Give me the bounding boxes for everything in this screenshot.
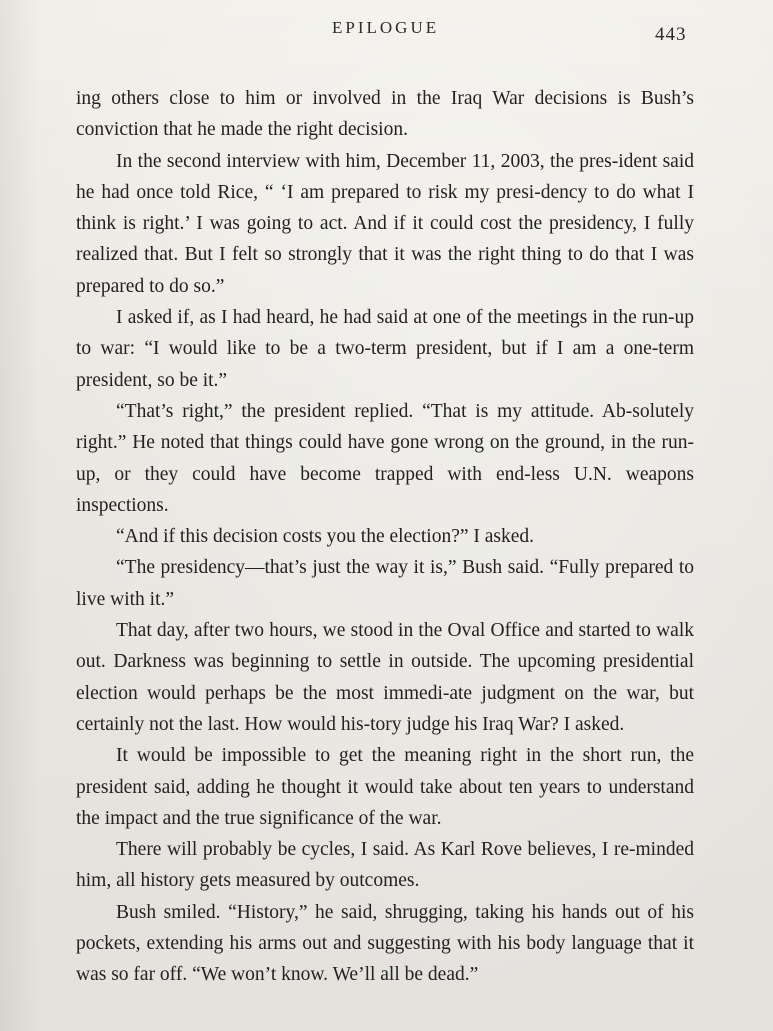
paragraph: Bush smiled. “History,” he said, shrugging, taking his hands out of his pockets, extending his arms out and suggesting with his body language that it was so far off. “We won’t know. We’ll all be dead.” [76, 901, 694, 986]
paragraph: It would be impossible to get the meaning right in the short run, the president said, adding he thought it would take about ten years to understand the impact and the true significance of the war. [76, 745, 694, 829]
paragraph: “That’s right,” the president replied. “That is my attitude. Ab-solutely right.” He noted that things could have gone wrong on the ground, in the run-up, or they could have become trapped with end-less U.N. weapons inspections. [76, 400, 694, 516]
page-number: 443 [655, 24, 687, 45]
paragraph-continued: ing others close to him or involved in the Iraq War decisions is Bush’s conviction that he made the right decision. [76, 88, 694, 141]
paragraph: “The presidency—that’s just the way it is,” Bush said. “Fully prepared to live with it.” [76, 557, 694, 610]
paragraph: There will probably be cycles, I said. As Karl Rove believes, I re-minded him, all history gets measured by outcomes. [76, 839, 694, 892]
paragraph: “And if this decision costs you the election?” I asked. [116, 526, 535, 548]
paragraph: That day, after two hours, we stood in the Oval Office and started to walk out. Darkness was beginning to settle in outside. The upcoming presidential election would perhaps be the most immedi-ate judgment on the war, but certainly not the last. How would his-tory judge his Iraq War? I asked. [76, 620, 694, 735]
chapter-title: EPILOGUE [332, 18, 440, 37]
paragraph: In the second interview with him, December 11, 2003, the pres-ident said he had once told Rice, “ ‘I am prepared to risk my presi-dency to do what I think is right.’ I was going to act. And if it could cost the presidency, I fully realized that. But I felt so strongly that it was the right thing to do that I was prepared to do so.” [76, 150, 694, 297]
paragraph: I asked if, as I had heard, he had said at one of the meetings in the run-up to war: “I would like to be a two-term president, but if I am a one-term president, so be it.” [76, 307, 694, 391]
running-head [0, 18, 773, 48]
body-text [76, 83, 694, 991]
